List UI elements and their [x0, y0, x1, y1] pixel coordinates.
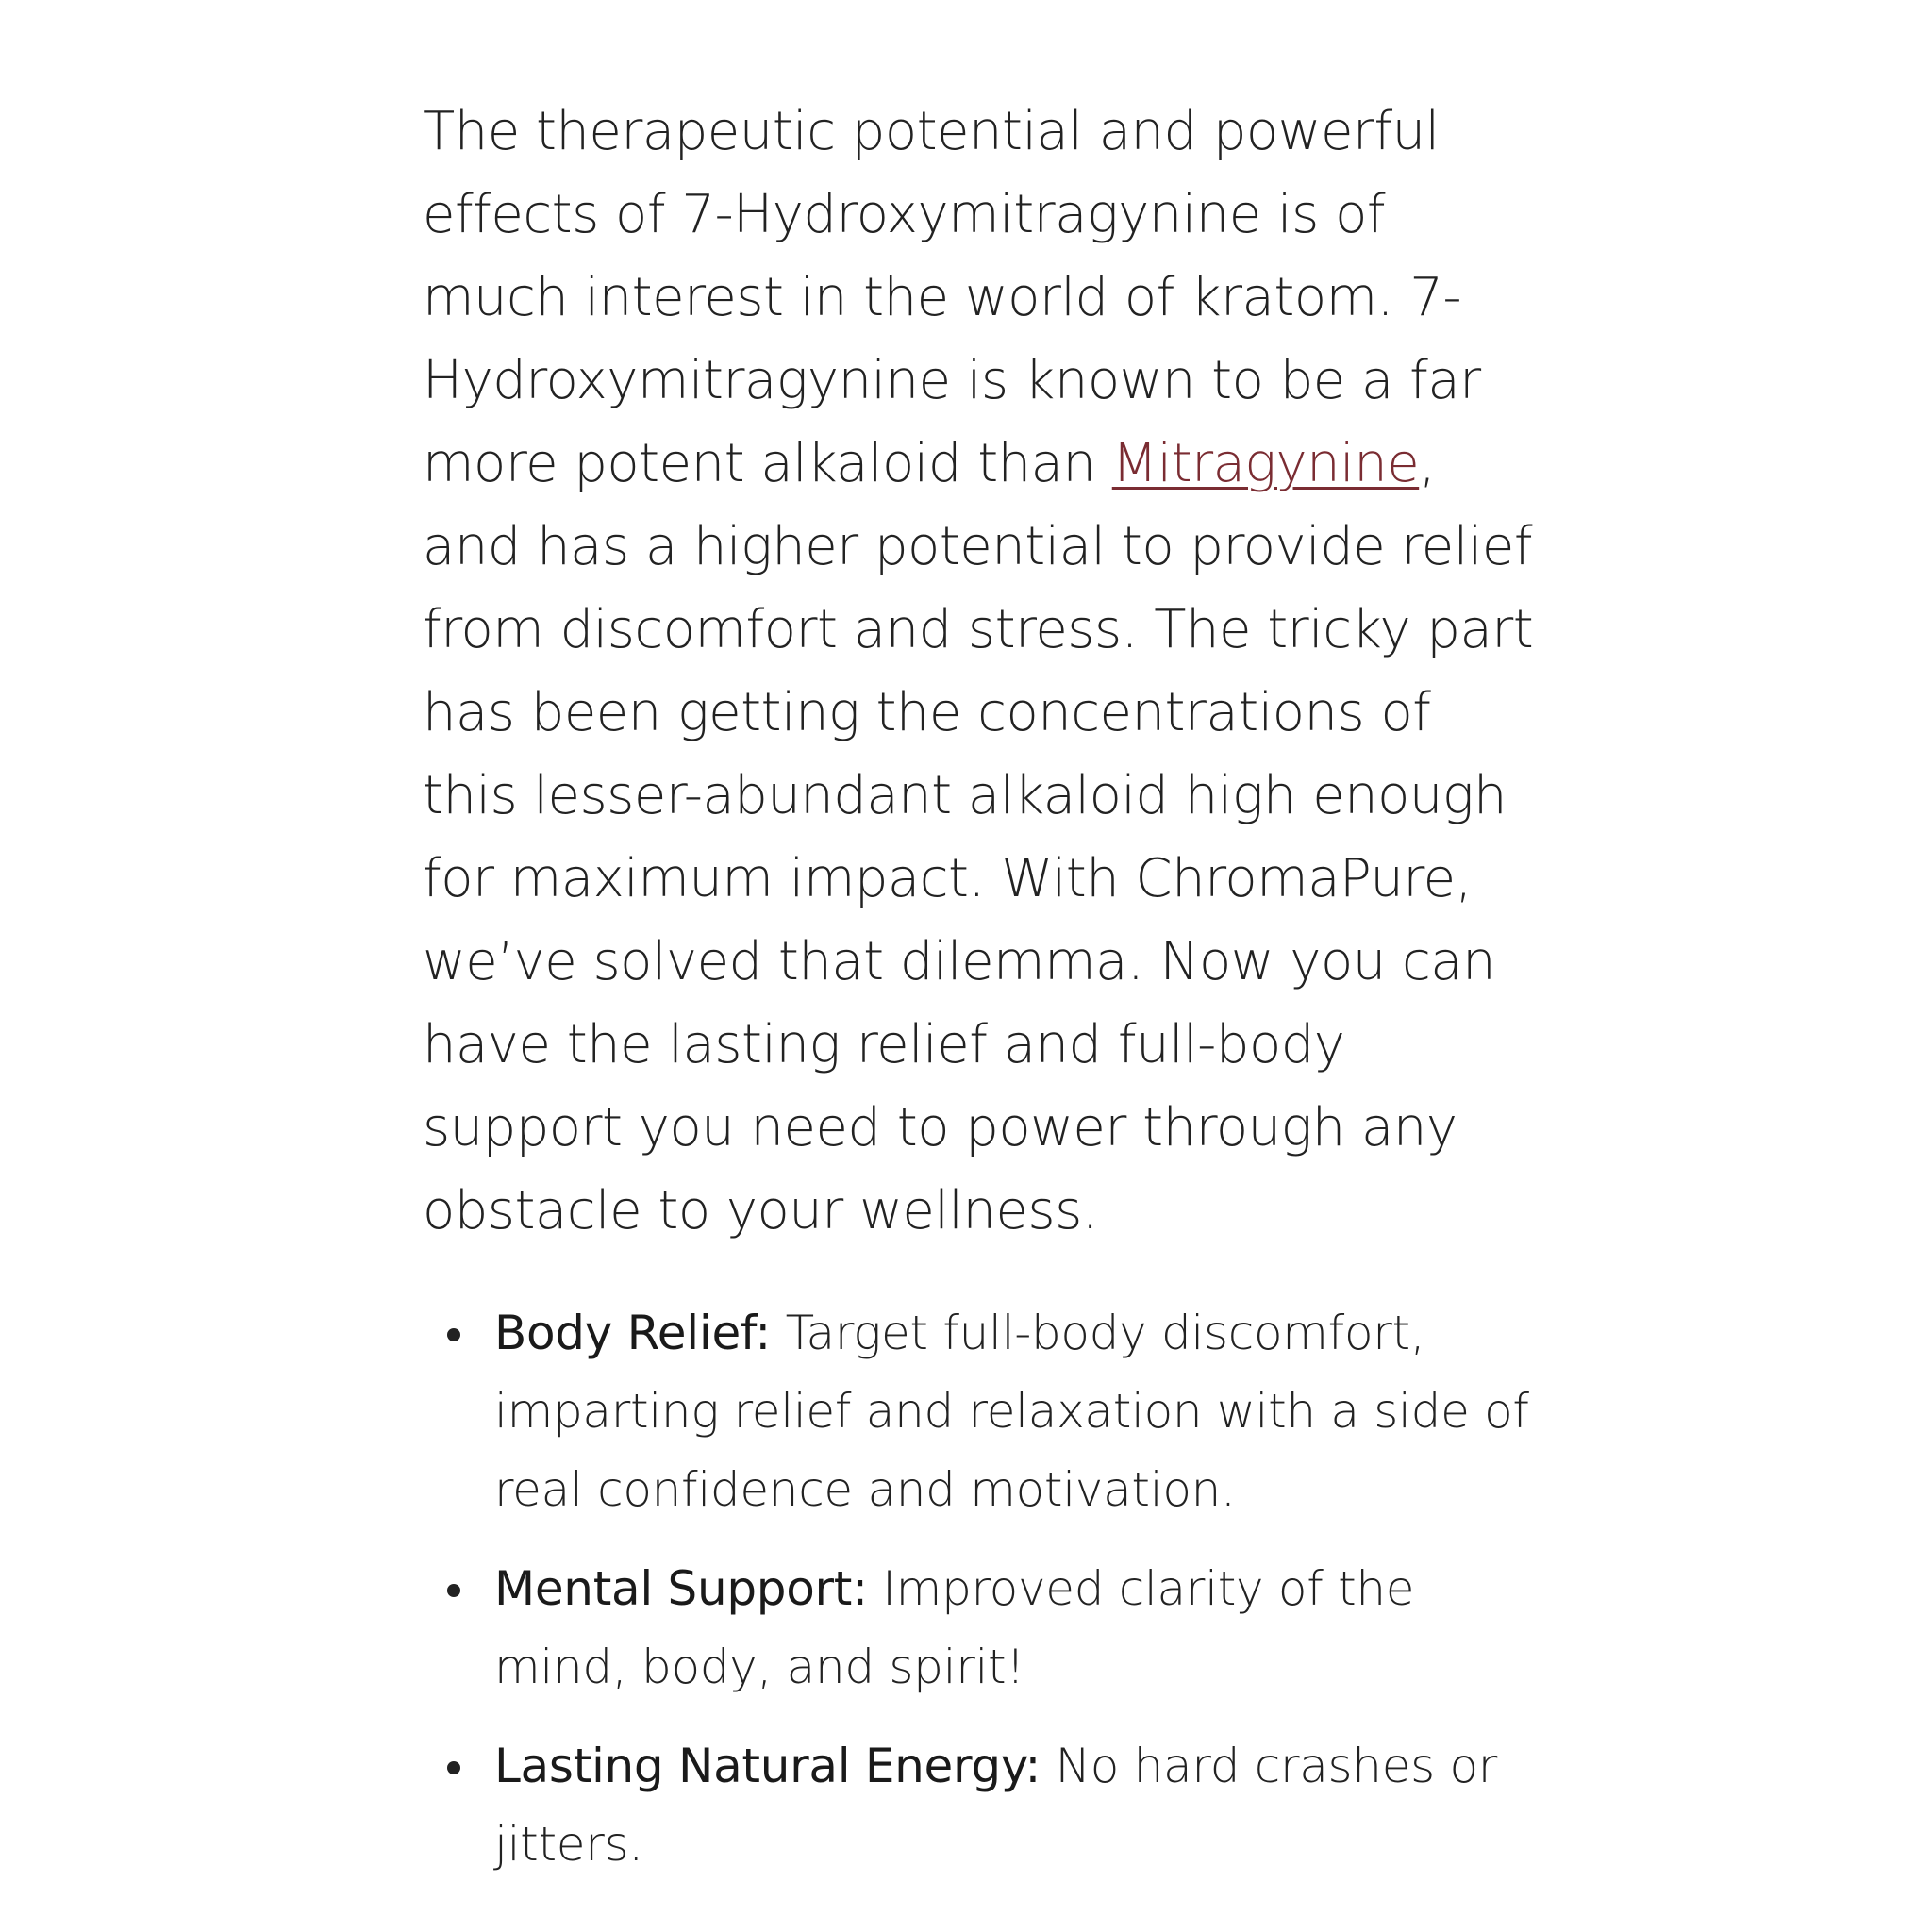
feature-label: Lasting Natural Energy:: [494, 1739, 1041, 1793]
bullet-icon: [447, 1584, 460, 1597]
bullet-icon: [447, 1328, 460, 1341]
feature-list: [423, 1294, 1536, 1884]
feature-text: Target full-body discomfort, imparting relief and relaxation with a side of real confidence and motivation.: [494, 1306, 1529, 1517]
feature-text: Improved clarity of the mind, body, and spirit!: [494, 1561, 1415, 1694]
feature-label: Mental Support:: [494, 1561, 868, 1616]
bullet-icon: [447, 1761, 460, 1774]
list-item: [423, 1294, 1536, 1529]
intro-text-after-link: , and has a higher potential to provide relief from discomfort and stress. The tricky part has been getting the concentrations of this lesser-abundant alkaloid high enough for maximum impact. With ChromaPure, we’ve solved that dilemma. Now you can have the lasting relief and full-body support you need to power through any obstacle to your wellness.: [423, 433, 1534, 1241]
article-content: [423, 91, 1536, 1905]
feature-label: Body Relief:: [494, 1306, 771, 1360]
mitragynine-link[interactable]: Mitragynine: [1111, 433, 1420, 494]
feature-text: No hard crashes or jitters.: [494, 1739, 1498, 1872]
list-item: [423, 1550, 1536, 1707]
list-item: [423, 1727, 1536, 1884]
intro-paragraph: [423, 91, 1536, 1253]
intro-text-before-link: The therapeutic potential and powerful effects of 7-Hydroxymitragynine is of much interest in the world of kratom. 7-Hydroxymitragynine is known to be a far more potent alkaloid than: [423, 101, 1481, 494]
